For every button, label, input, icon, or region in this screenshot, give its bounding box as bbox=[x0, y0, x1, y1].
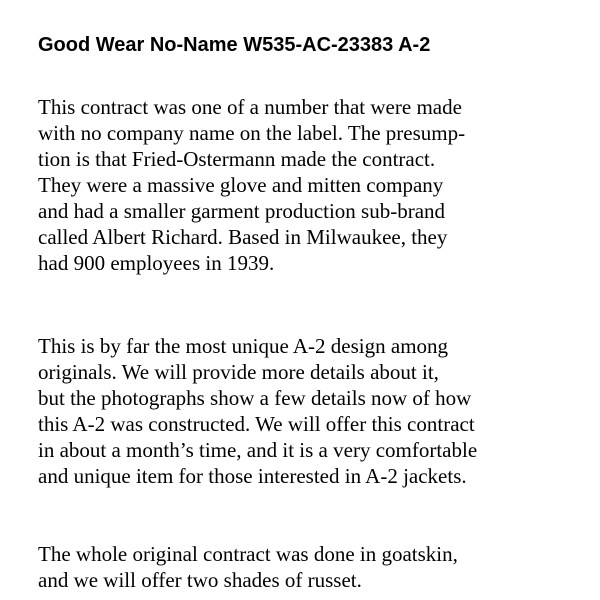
paragraph-line: called Albert Richard. Based in Milwaukee, they bbox=[38, 225, 448, 249]
paragraph-line: They were a massive glove and mitten company bbox=[38, 173, 444, 197]
document-title: Good Wear No-Name W535-AC-23383 A-2 bbox=[38, 34, 431, 56]
paragraph-line: This is by far the most unique A-2 design among bbox=[38, 334, 449, 358]
paragraph-line: and had a smaller garment production sub-brand bbox=[38, 199, 446, 223]
paragraph-line: had 900 employees in 1939. bbox=[38, 251, 275, 275]
paragraph-line: This contract was one of a number that were made bbox=[38, 95, 462, 119]
paragraph-line: tion is that Fried-Ostermann made the contract. bbox=[38, 147, 436, 171]
paragraph-line: originals. We will provide more details about it, bbox=[38, 360, 439, 384]
paragraph-3 bbox=[38, 541, 458, 593]
paragraph-line: The whole original contract was done in goatskin, bbox=[38, 542, 458, 566]
paragraph-line: in about a month’s time, and it is a very comfortable bbox=[38, 438, 478, 462]
paragraph-line: and unique item for those interested in A-2 jackets. bbox=[38, 464, 467, 488]
paragraph-2 bbox=[38, 333, 477, 489]
paragraph-1 bbox=[38, 94, 465, 276]
paragraph-line: but the photographs show a few details now of how bbox=[38, 386, 472, 410]
paragraph-line: and we will offer two shades of russet. bbox=[38, 568, 362, 592]
paragraph-line: this A-2 was constructed. We will offer this contract bbox=[38, 412, 475, 436]
paragraph-line: with no company name on the label. The presump- bbox=[38, 121, 466, 145]
